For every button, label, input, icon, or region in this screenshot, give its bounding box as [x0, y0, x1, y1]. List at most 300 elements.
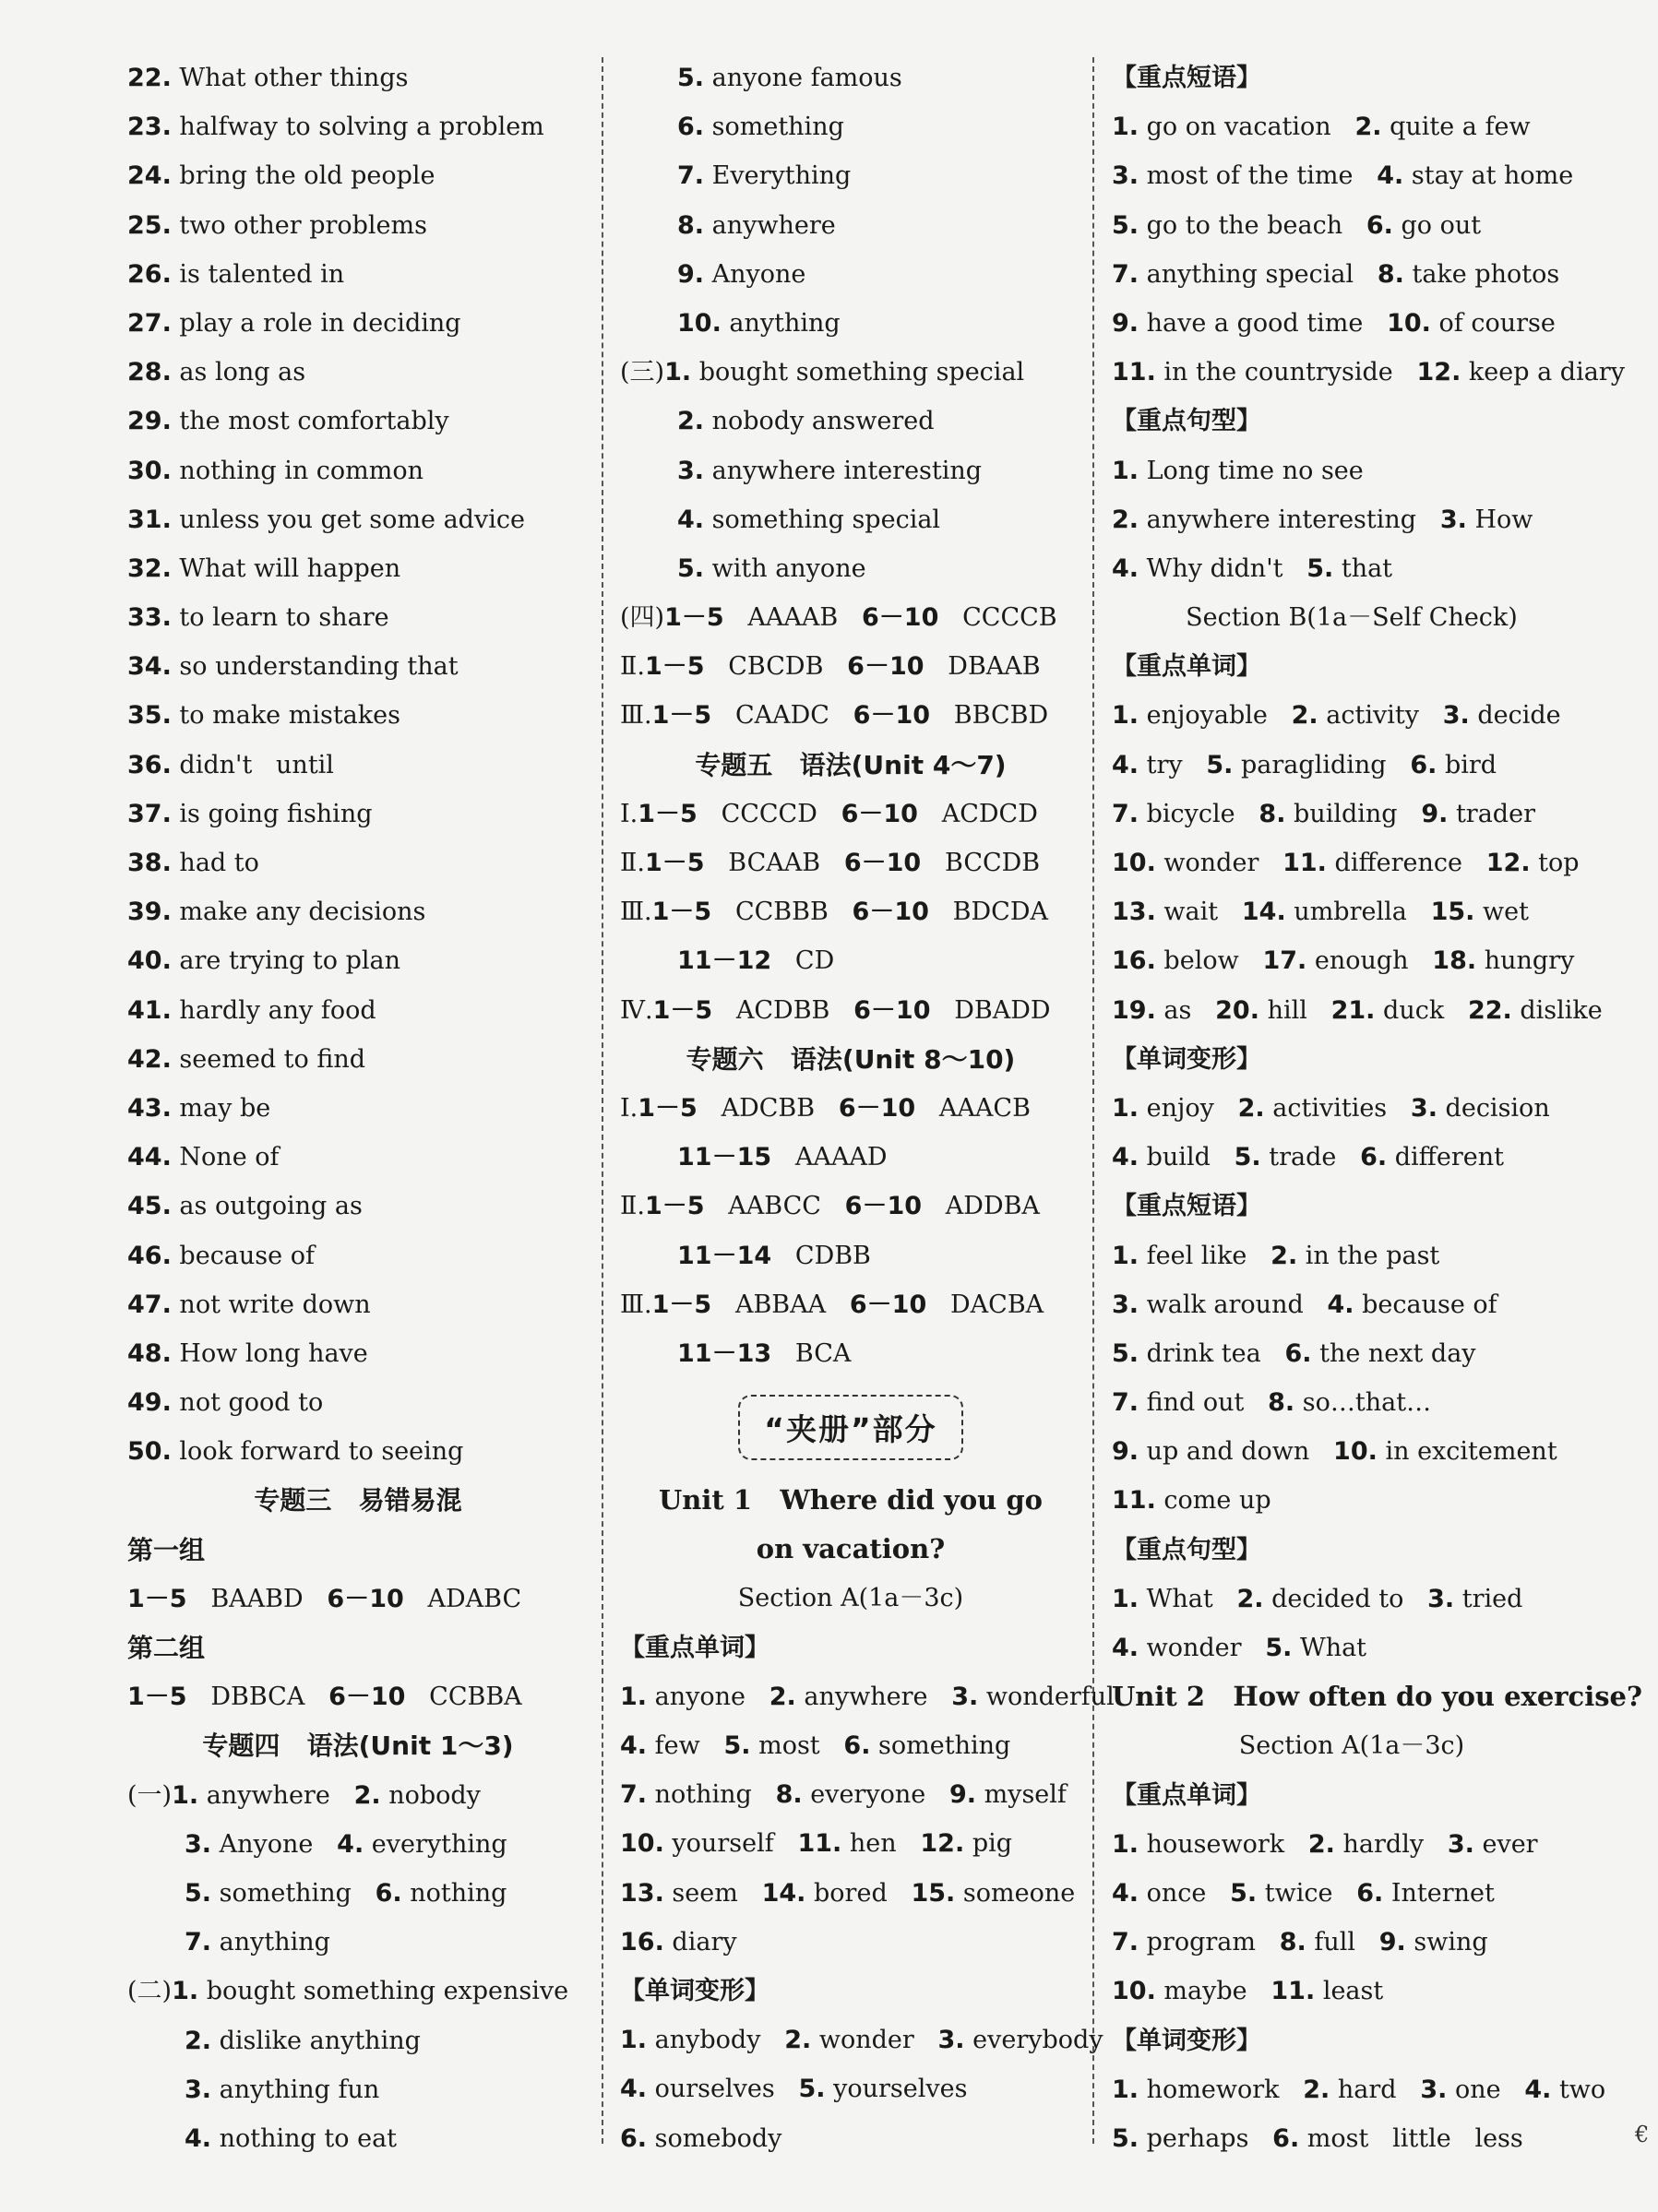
section-heading: [620, 741, 1081, 790]
answer-text: umbrella: [1285, 898, 1431, 927]
answer-line: [127, 299, 589, 348]
answer-text: Why didn't: [1139, 553, 1307, 583]
answer-line: [1112, 1329, 1592, 1378]
section-heading: [127, 1526, 589, 1575]
answer-text: 专题六 语法(Unit 8～10): [686, 1043, 1016, 1075]
answer-text: halfway to solving a problem: [171, 113, 544, 142]
item-number: 11.: [797, 1829, 842, 1859]
answer-text: nothing: [401, 1878, 507, 1908]
answer-text: Unit 2 How often do you exercise?: [1112, 1681, 1643, 1713]
item-number: 6.: [620, 2123, 648, 2153]
answer-text: 【重点单词】: [620, 1633, 769, 1662]
item-number: 41.: [127, 995, 172, 1025]
answer-line: [1112, 936, 1592, 985]
item-number: 3.: [1410, 1093, 1437, 1123]
group-label: Ⅲ.: [620, 701, 652, 731]
item-number: 6－10: [841, 799, 918, 828]
answer-text: quite a few: [1381, 113, 1531, 142]
answer-text: top: [1530, 849, 1580, 877]
answer-text: 【重点短语】: [1112, 1192, 1261, 1221]
item-number: 1－5: [652, 995, 713, 1025]
answer-line: [127, 593, 589, 642]
item-number: 37.: [127, 799, 172, 828]
item-number: 1.: [1112, 1241, 1139, 1270]
item-number: 6－10: [849, 1290, 927, 1319]
item-number: 3.: [1442, 701, 1470, 731]
section-heading: [1112, 1182, 1592, 1231]
item-number: 1.: [1112, 1829, 1139, 1859]
item-number: 9.: [677, 259, 705, 289]
answer-text: in excitement: [1377, 1437, 1557, 1467]
item-number: 5.: [1112, 1338, 1139, 1368]
section-heading: [1112, 397, 1592, 446]
answer-line: [127, 1427, 589, 1476]
item-number: 12.: [920, 1829, 965, 1859]
answer-line: [1112, 544, 1592, 593]
answer-line: [620, 1280, 1081, 1329]
answer-line: [1112, 1967, 1592, 2016]
item-number: 48.: [127, 1338, 172, 1368]
answer-text: nobody: [380, 1780, 481, 1810]
answer-line: [127, 2016, 589, 2065]
answer-text: AAAAD: [771, 1143, 888, 1172]
item-number: 20.: [1215, 995, 1259, 1025]
item-number: 6.: [1356, 1878, 1384, 1908]
answer-line: [127, 741, 589, 790]
answer-line: [127, 201, 589, 250]
item-number: 2.: [1237, 1093, 1265, 1123]
answer-line: [127, 1918, 589, 1967]
item-number: 4.: [185, 2123, 212, 2153]
item-number: 27.: [127, 308, 172, 338]
item-number: 8.: [1279, 1928, 1306, 1957]
item-number: 6－10: [852, 898, 929, 927]
item-number: 11－12: [677, 946, 772, 976]
answer-text: CCCCB: [938, 603, 1057, 633]
item-number: 1－5: [638, 1093, 698, 1123]
answer-line: [620, 102, 1081, 151]
answer-column-2: [620, 54, 1115, 2163]
answer-text: activity: [1318, 701, 1443, 731]
item-number: 4.: [1112, 750, 1139, 779]
item-number: 2.: [1354, 113, 1382, 142]
item-number: 6－10: [853, 701, 931, 731]
answer-line: [620, 838, 1081, 887]
group-label: Ⅱ.: [620, 1192, 645, 1221]
item-number: 2.: [1303, 2075, 1330, 2104]
item-number: 6－10: [328, 1683, 406, 1712]
section-heading: [1112, 1721, 1592, 1770]
answer-text: Anyone: [704, 259, 806, 289]
answer-text: drink tea: [1139, 1338, 1285, 1368]
answer-line: [620, 593, 1081, 642]
answer-line: [620, 348, 1081, 397]
answer-text: hen: [841, 1829, 921, 1859]
answer-line: [1112, 446, 1592, 495]
answer-text: anyone: [647, 1682, 769, 1711]
group-label: Ⅰ.: [620, 1093, 638, 1123]
item-number: 4.: [1112, 1143, 1139, 1172]
answer-text: CBCDB: [704, 652, 848, 682]
answer-text: the next day: [1311, 1338, 1476, 1368]
item-number: 10.: [1387, 308, 1431, 338]
answer-text: seem: [663, 1878, 762, 1908]
answer-line: [1112, 741, 1592, 790]
answer-text: anywhere: [704, 210, 836, 240]
answer-text: bought something special: [691, 358, 1025, 387]
answer-text: anything fun: [211, 2075, 380, 2104]
answer-line: [1112, 1869, 1592, 1918]
answer-line: [620, 1182, 1081, 1231]
item-number: 39.: [127, 898, 172, 927]
answer-text: perhaps: [1139, 2123, 1273, 2153]
answer-text: dislike: [1511, 995, 1603, 1025]
section-heading: [620, 1574, 1081, 1623]
item-number: 47.: [127, 1290, 172, 1319]
answer-line: [127, 348, 589, 397]
item-number: 10.: [1333, 1437, 1378, 1467]
item-number: 1.: [620, 1682, 648, 1711]
item-number: 14.: [1241, 898, 1286, 927]
answer-line: [620, 986, 1081, 1035]
item-number: 3.: [185, 2075, 212, 2104]
item-number: 1.: [1112, 1584, 1139, 1613]
answer-text: decide: [1469, 701, 1561, 731]
item-number: 10.: [620, 1829, 664, 1859]
answer-text: somebody: [647, 2123, 782, 2153]
answer-text: most of the time: [1139, 161, 1378, 191]
answer-line: [1112, 102, 1592, 151]
answer-line: [127, 790, 589, 838]
item-number: 40.: [127, 946, 172, 976]
answer-text: paragliding: [1233, 750, 1411, 779]
item-number: 24.: [127, 161, 172, 191]
item-number: 4.: [1524, 2075, 1552, 2104]
answer-line: [127, 1820, 589, 1869]
item-number: 1.: [664, 358, 692, 387]
item-number: 42.: [127, 1044, 172, 1074]
answer-line: [1112, 986, 1603, 1035]
item-number: 43.: [127, 1093, 172, 1123]
answer-text: not good to: [171, 1388, 324, 1418]
answer-text: anyone famous: [704, 64, 902, 92]
section-heading: [620, 1525, 1081, 1574]
item-number: 34.: [127, 652, 172, 682]
group-label: Ⅲ.: [620, 898, 652, 927]
answer-line: [620, 1231, 1081, 1280]
answer-text: wonder: [811, 2026, 938, 2055]
item-number: 2.: [1307, 1829, 1335, 1859]
answer-text: go out: [1392, 210, 1482, 240]
answer-text: hill: [1258, 995, 1331, 1025]
answer-line: [1112, 1918, 1592, 1967]
answer-line: [620, 446, 1081, 495]
item-number: 1－5: [638, 799, 698, 828]
answer-text: program: [1139, 1928, 1280, 1957]
answer-text: that: [1333, 553, 1393, 583]
item-number: 7.: [677, 161, 705, 191]
item-number: 5.: [1112, 210, 1139, 240]
answer-text: How: [1466, 505, 1533, 534]
answer-text: CCBBA: [405, 1683, 522, 1712]
answer-line: [620, 2064, 1081, 2113]
answer-text: least: [1315, 1977, 1384, 2006]
answer-text: 【单词变形】: [620, 1976, 769, 2005]
answer-line: [127, 1672, 589, 1721]
item-number: 5.: [798, 2075, 826, 2104]
answer-text: wonder: [1139, 1634, 1266, 1662]
answer-text: DBADD: [930, 995, 1051, 1025]
item-number: 23.: [127, 113, 172, 142]
item-number: 2.: [353, 1780, 381, 1810]
item-number: 4.: [1327, 1290, 1354, 1319]
answer-text: go to the beach: [1139, 210, 1366, 240]
answer-line: [127, 250, 589, 299]
item-number: 16.: [1112, 946, 1156, 976]
item-number: 3.: [1427, 1584, 1455, 1613]
answer-line: [620, 2016, 1103, 2064]
item-number: 21.: [1330, 995, 1376, 1025]
item-number: 6－10: [853, 995, 931, 1025]
group-label: Ⅰ.: [620, 799, 638, 828]
answer-line: [1112, 1378, 1592, 1427]
item-number: 5.: [677, 64, 705, 92]
answer-text: below: [1155, 946, 1263, 976]
answer-text: because of: [171, 1241, 315, 1270]
item-number: 6.: [843, 1731, 871, 1760]
answer-text: Internet: [1383, 1878, 1495, 1908]
item-number: 1－5: [127, 1584, 187, 1613]
item-number: 1－5: [651, 701, 712, 731]
answer-line: [127, 1967, 589, 2016]
answer-text: difference: [1326, 849, 1486, 877]
item-number: 22.: [1467, 995, 1512, 1025]
answer-line: [127, 1771, 589, 1820]
page-edge-mark: €: [1635, 2122, 1650, 2147]
item-number: 6－10: [327, 1584, 404, 1613]
answer-text: swing: [1405, 1928, 1488, 1957]
item-number: 7.: [620, 1780, 648, 1810]
section-heading: [127, 1623, 589, 1672]
group-label: (二): [127, 1977, 173, 2006]
item-number: 19.: [1112, 995, 1156, 1025]
answer-text: full: [1306, 1928, 1379, 1957]
answer-line: [127, 495, 589, 544]
answer-line: [127, 151, 589, 200]
answer-text: wait: [1155, 898, 1242, 927]
answer-text: yourselves: [825, 2075, 968, 2104]
answer-text: anywhere interesting: [704, 456, 983, 485]
answer-text: 【重点单词】: [1112, 1780, 1261, 1810]
group-label: (四): [620, 603, 665, 633]
answer-text: bored: [805, 1878, 912, 1908]
answer-line: [127, 1869, 589, 1918]
answer-text: Anyone: [211, 1829, 338, 1859]
item-number: 1.: [1112, 1093, 1139, 1123]
answer-line: [620, 887, 1081, 936]
answer-text: is talented in: [171, 259, 345, 289]
answer-line: [1112, 790, 1592, 838]
answer-text: nothing to eat: [211, 2123, 398, 2153]
section-heading: [620, 1967, 1081, 2016]
item-number: 5.: [1306, 553, 1334, 583]
answer-text: 第一组: [127, 1534, 206, 1565]
item-number: 8.: [677, 210, 705, 240]
answer-text: have a good time: [1139, 308, 1388, 338]
answer-text: DBAAB: [924, 652, 1041, 682]
section-heading: [620, 1476, 1081, 1525]
answer-text: hungry: [1476, 946, 1575, 976]
section-banner: [620, 1378, 1081, 1476]
answer-text: housework: [1139, 1829, 1308, 1859]
answer-line: [127, 544, 589, 593]
answer-text: anything special: [1139, 259, 1378, 289]
item-number: 9.: [1421, 799, 1449, 828]
answer-text: ever: [1473, 1829, 1538, 1859]
item-number: 2.: [784, 2026, 812, 2055]
item-number: 4.: [620, 1731, 648, 1760]
answer-text: maybe: [1155, 1977, 1271, 2006]
answer-text: something special: [704, 505, 941, 534]
answer-text: didn't until: [171, 750, 334, 779]
answer-text: BDCDA: [928, 898, 1048, 927]
answer-text: hardly: [1334, 1829, 1448, 1859]
item-number: 9.: [1112, 308, 1139, 338]
answer-line: [127, 691, 589, 740]
answer-text: ourselves: [647, 2075, 799, 2104]
item-number: 5.: [185, 1878, 212, 1908]
item-number: 1－5: [644, 652, 705, 682]
answer-text: hardly any food: [171, 995, 376, 1025]
item-number: 10.: [1112, 849, 1156, 877]
group-label: Ⅲ.: [620, 1290, 652, 1319]
item-number: 11.: [1112, 358, 1156, 387]
item-number: 5.: [1112, 2123, 1139, 2153]
item-number: 15.: [911, 1878, 956, 1908]
section-heading: [1112, 1035, 1592, 1084]
item-number: 9.: [948, 1780, 976, 1810]
answer-text: What: [1139, 1584, 1237, 1613]
item-number: 15.: [1430, 898, 1475, 927]
group-label: (一): [127, 1780, 173, 1810]
item-number: 1.: [620, 2026, 648, 2055]
item-number: 46.: [127, 1241, 172, 1270]
item-number: 2.: [1270, 1241, 1298, 1270]
answer-text: everybody: [964, 2026, 1103, 2055]
answer-line: [127, 1182, 589, 1231]
answer-line: [127, 102, 589, 151]
answer-line: [620, 544, 1081, 593]
answer-line: [1112, 250, 1592, 299]
answer-text: unless you get some advice: [171, 505, 525, 534]
item-number: 25.: [127, 210, 172, 240]
item-number: 2.: [1112, 505, 1139, 534]
answer-text: wonderful: [978, 1682, 1115, 1711]
section-heading: [1112, 642, 1592, 691]
answer-text: feel like: [1139, 1241, 1271, 1270]
answer-text: Long time no see: [1139, 456, 1364, 485]
answer-text: 【重点句型】: [1112, 1535, 1261, 1564]
answer-text: anywhere: [795, 1682, 952, 1711]
item-number: 33.: [127, 603, 172, 633]
answer-text: up and down: [1139, 1437, 1334, 1467]
answer-text: enjoy: [1139, 1093, 1238, 1123]
answer-text: wonder: [1155, 849, 1283, 877]
answer-text: with anyone: [704, 553, 866, 583]
answer-text: homework: [1139, 2075, 1304, 2104]
answer-text: bird: [1437, 750, 1497, 779]
item-number: 1－5: [644, 849, 705, 877]
answer-text: try: [1139, 750, 1207, 779]
item-number: 6－10: [862, 603, 939, 633]
answer-line: [1112, 1427, 1592, 1476]
item-number: 1－5: [127, 1683, 187, 1712]
answer-line: [1112, 2065, 1606, 2114]
answer-text: How long have: [171, 1338, 368, 1368]
answer-text: pig: [964, 1829, 1013, 1859]
answer-line: [127, 1378, 589, 1427]
answer-text: 专题四 语法(Unit 1～3): [202, 1730, 514, 1762]
answer-text: AAACB: [915, 1093, 1031, 1123]
answer-line: [1112, 838, 1592, 887]
answer-text: come up: [1155, 1486, 1271, 1516]
answer-text: few: [647, 1731, 724, 1760]
answer-text: everything: [364, 1829, 507, 1859]
answer-text: anybody: [647, 2026, 785, 2055]
item-number: 14.: [761, 1878, 806, 1908]
answer-text: diary: [663, 1927, 737, 1956]
answer-text: What other things: [171, 64, 409, 92]
answer-text: 【重点单词】: [1112, 652, 1261, 682]
answer-line: [620, 495, 1081, 544]
answer-text: decision: [1437, 1093, 1550, 1123]
group-label: Ⅱ.: [620, 849, 645, 877]
answer-text: nothing: [647, 1780, 776, 1810]
answer-text: everyone: [802, 1780, 949, 1810]
item-number: 3.: [677, 456, 705, 485]
answer-text: ADDBA: [922, 1192, 1040, 1221]
item-number: 2.: [677, 407, 705, 436]
answer-line: [127, 397, 589, 446]
section-heading: [1112, 1672, 1643, 1721]
item-number: 4.: [337, 1829, 364, 1859]
answer-text: 【重点句型】: [1112, 407, 1261, 436]
answer-text: bought something expensive: [198, 1977, 569, 2006]
answer-text: BAABD: [186, 1584, 328, 1613]
answer-line: [1112, 299, 1592, 348]
answer-text: take photos: [1403, 259, 1560, 289]
item-number: 2.: [185, 2026, 212, 2055]
answer-text: two: [1551, 2075, 1606, 2104]
answer-text: different: [1387, 1143, 1504, 1172]
item-number: 6－10: [847, 652, 924, 682]
answer-text: enough: [1306, 946, 1433, 976]
answer-text: CD: [771, 946, 835, 976]
item-number: 6.: [1360, 1143, 1388, 1172]
answer-line: [127, 446, 589, 495]
answer-line: [127, 1035, 589, 1084]
answer-text: go on vacation: [1139, 113, 1355, 142]
answer-line: [1112, 201, 1592, 250]
section-heading: [1112, 1526, 1592, 1575]
item-number: 1.: [1112, 113, 1139, 142]
banner-title: “夹册”部分: [738, 1395, 962, 1460]
group-label: Ⅳ.: [620, 995, 653, 1025]
section-heading: [620, 1035, 1081, 1084]
item-number: 11.: [1112, 1486, 1156, 1516]
answer-text: AAAAB: [723, 603, 862, 633]
answer-text: BCA: [771, 1338, 852, 1368]
